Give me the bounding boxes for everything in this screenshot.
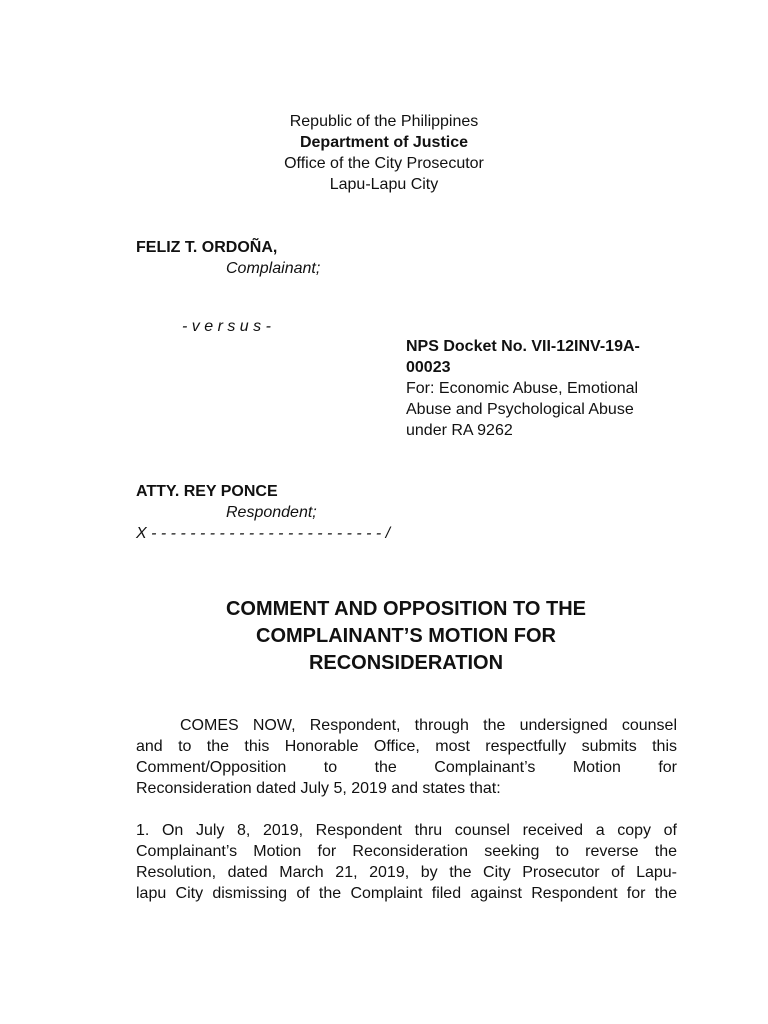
title-line1: COMMENT AND OPPOSITION TO THE xyxy=(225,598,586,620)
docket-for-line1: For: Economic Abuse, Emotional xyxy=(406,380,639,397)
docket-number-line1: NPS Docket No. VII-12INV-19A- xyxy=(406,338,640,355)
paragraph-line: and to the this Honorable Office, most respectfully submits this xyxy=(136,738,677,755)
complainant-role: Complainant; xyxy=(226,260,321,277)
document-header xyxy=(0,111,768,195)
respondent-name: ATTY. REY PONCE xyxy=(136,483,278,500)
docket-number-line2: 00023 xyxy=(406,359,451,376)
paragraph-line: Resolution, dated March 21, 2019, by the City Prosecutor of Lapu- xyxy=(136,864,677,881)
versus-label: - v e r s u s - xyxy=(182,318,271,335)
paragraph-line: Reconsideration dated July 5, 2019 and states that: xyxy=(136,780,501,797)
docket-for-line3: under RA 9262 xyxy=(406,422,513,439)
document-title xyxy=(0,596,768,677)
paragraph-comes-now xyxy=(136,715,677,799)
header-republic: Republic of the Philippines xyxy=(289,113,479,130)
paragraph-line: Comment/Opposition to the Complainant’s Motion for xyxy=(136,759,677,776)
header-department: Department of Justice xyxy=(299,134,469,151)
header-office: Office of the City Prosecutor xyxy=(284,155,484,172)
paragraph-line: lapu City dismissing of the Complaint filed against Respondent for the xyxy=(136,885,677,902)
respondent-role: Respondent; xyxy=(226,504,317,521)
docket-for-line2: Abuse and Psychological Abuse xyxy=(406,401,634,418)
paragraph-line: Complainant’s Motion for Reconsideration seeking to reverse the xyxy=(136,843,677,860)
docket-block xyxy=(406,336,677,441)
complainant-name: FELIZ T. ORDOÑA, xyxy=(136,239,278,256)
header-city: Lapu-Lapu City xyxy=(329,176,439,193)
paragraph-line: COMES NOW, Respondent, through the undersigned counsel xyxy=(180,717,677,734)
caption-separator: X - - - - - - - - - - - - - - - - - - - - - - - - / xyxy=(136,525,391,542)
title-line3: RECONSIDERATION xyxy=(308,652,504,674)
paragraph-line: 1. On July 8, 2019, Respondent thru counsel received a copy of xyxy=(136,822,677,839)
title-line2: COMPLAINANT’S MOTION FOR xyxy=(256,625,556,647)
paragraph-numbered-1 xyxy=(136,820,677,904)
